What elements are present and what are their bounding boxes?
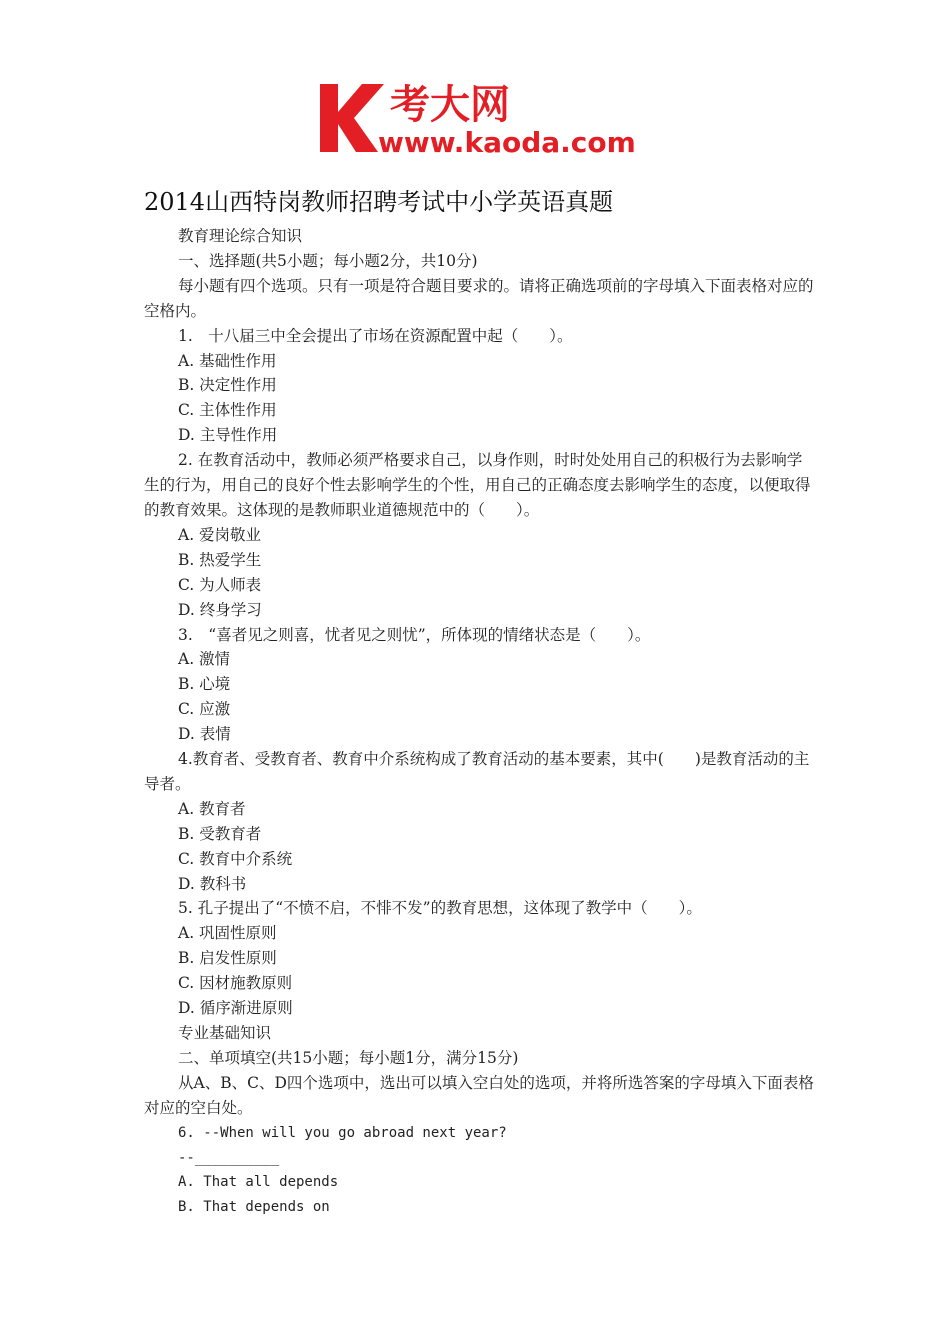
q4-stem: 4.教育者、受教育者、教育中介系统构成了教育活动的基本要素，其中( )是教育活动的主导者。 (144, 750, 810, 793)
q2-stem: 2. 在教育活动中，教师必须严格要求自己，以身作则，时时处处用自己的积极行为去影响学生的行为，用自己的良好个性去影响学生的个性，用自己的正确态度去影响学生的态度，以便取得的教育效果。这体现的是教师职业道德规范中的（ ）。 (144, 451, 811, 519)
q2-option-c: C. 为人师表 (178, 575, 262, 594)
q6-stem: 6. --When will you go abroad next year? (178, 1124, 507, 1141)
q4-option-b: B. 受教育者 (178, 824, 262, 843)
section2-instruction: 从A、B、C、D四个选项中，选出可以填入空白处的选项，并将所选答案的字母填入下面表格对应的空白处。 (144, 1073, 814, 1117)
q4-option-d: D. 教科书 (178, 874, 247, 893)
q5-option-a: A. 巩固性原则 (178, 924, 277, 943)
q2-option-d: D. 终身学习 (178, 600, 262, 619)
q5-stem: 5. 孔子提出了“不愤不启，不悱不发”的教育思想，这体现了教学中（ ）。 (178, 899, 702, 918)
q3-stem: 3. “喜者见之则喜，忧者见之则忧”，所体现的情绪状态是（ ）。 (178, 625, 651, 644)
q2-option-a: A. 爱岗敬业 (178, 525, 262, 544)
q2-option-b: B. 热爱学生 (178, 550, 262, 569)
page-title: 2014山西特岗教师招聘考试中小学英语真题 (144, 188, 614, 216)
q4-option-c: C. 教育中介系统 (178, 849, 293, 868)
q5-option-c: C. 因材施教原则 (178, 974, 293, 993)
section1-instruction: 每小题有四个选项。只有一项是符合题目要求的。请将正确选项前的字母填入下面表格对应的空格内。 (144, 276, 814, 320)
logo-k-mark (320, 84, 384, 152)
q1-option-c: C. 主体性作用 (178, 401, 277, 420)
q5-option-b: B. 启发性原则 (178, 949, 277, 968)
q1-option-d: D. 主导性作用 (178, 426, 278, 445)
q4-option-a: A. 教育者 (178, 799, 246, 818)
exam-content (144, 224, 814, 1220)
q6-option-a: A. That all depends (178, 1174, 339, 1191)
q1-option-b: B. 决定性作用 (178, 376, 277, 395)
q3-option-d: D. 表情 (178, 725, 231, 744)
q6-option-b: B. That depends on (178, 1199, 330, 1216)
logo-brand-text: 考大网 (390, 82, 510, 128)
section2-part: 二、单项填空(共15小题；每小题1分，满分15分) (178, 1048, 519, 1067)
section2-heading: 专业基础知识 (178, 1024, 272, 1042)
q1-option-a: A. 基础性作用 (178, 351, 277, 370)
q3-option-a: A. 激情 (178, 650, 231, 669)
kaoda-logo (318, 78, 638, 158)
section1-part: 一、选择题(共5小题；每小题2分，共10分) (178, 251, 478, 270)
section1-heading: 教育理论综合知识 (178, 227, 303, 245)
kaoda-logo-graphic (318, 78, 638, 158)
logo-url-text: www.kaoda.com (378, 126, 636, 158)
q5-option-d: D. 循序渐进原则 (178, 999, 293, 1018)
q3-option-b: B. 心境 (178, 675, 231, 694)
q6-reply-blank: --__________ (178, 1149, 280, 1166)
q1-stem: 1. 十八届三中全会提出了市场在资源配置中起（ ）。 (178, 326, 573, 345)
q3-option-c: C. 应激 (178, 700, 231, 719)
